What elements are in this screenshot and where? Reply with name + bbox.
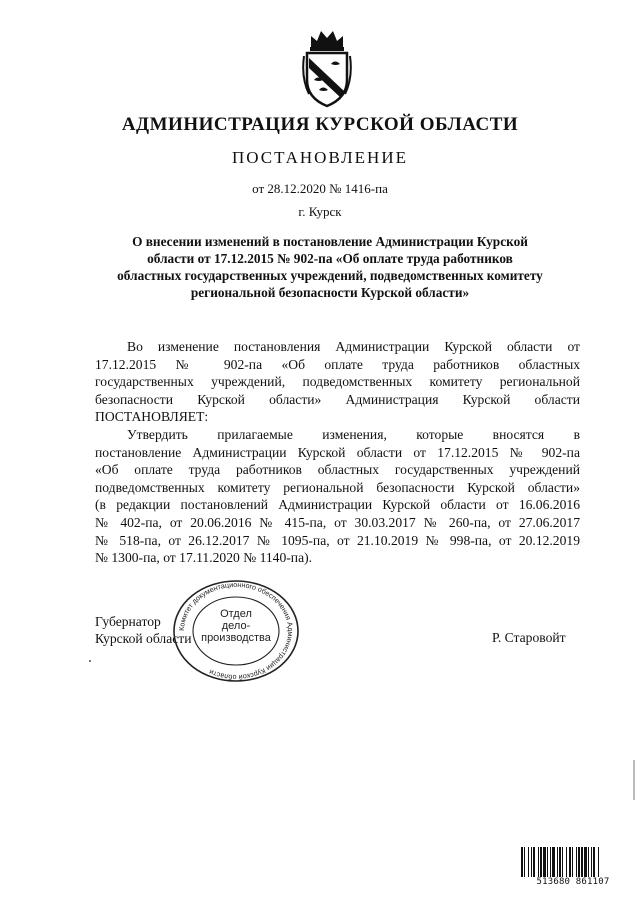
body-line: подведомственных комитету региональной безопасности Курской области» <box>95 479 580 495</box>
barcode-bar <box>538 847 539 879</box>
barcode-bar <box>559 847 561 879</box>
body-line: Утвердить прилагаемые изменения, которые вносятся в <box>127 426 580 442</box>
barcode-bar <box>572 847 573 879</box>
barcode-bar <box>552 847 555 879</box>
barcode-bar <box>591 847 592 879</box>
barcode-bar <box>578 847 580 879</box>
scan-speck <box>89 660 91 662</box>
barcode-bar <box>593 847 595 879</box>
barcode-number: 513680 861107 <box>519 877 627 887</box>
body-line: № 518-па, от 26.12.2017 № 1095-па, от 21.10.2019 № 998-па, от 20.12.2019 <box>95 532 580 548</box>
stamp-center-line: Отдел <box>220 608 252 620</box>
stamp-center-line: производства <box>201 632 271 644</box>
document-body <box>95 338 580 567</box>
barcode-bar <box>547 847 548 879</box>
body-line: Во изменение постановления Администрации Курской области от <box>127 339 580 354</box>
signer-title-line: Курской области <box>95 631 192 646</box>
barcode-bar <box>533 847 535 879</box>
barcode-bar <box>528 847 529 879</box>
barcode-bar <box>531 847 532 879</box>
barcode-bar <box>569 847 571 879</box>
coat-of-arms-icon <box>300 28 354 108</box>
barcode-bar <box>521 847 523 879</box>
administration-title: АДМИНИСТРАЦИЯ КУРСКОЙ ОБЛАСТИ <box>121 114 519 135</box>
barcode-bar <box>524 847 525 879</box>
body-line: № 1300-па, от 17.11.2020 № 1140-па). <box>95 550 313 566</box>
subject-line: области от 17.12.2015 № 902-па «Об оплате труда работников <box>147 251 513 266</box>
barcode-bar <box>543 847 546 879</box>
barcode-bar <box>576 847 577 879</box>
document-date-number: от 28.12.2020 № 1416-па <box>252 181 388 196</box>
signer-name: Р. Старовойт <box>492 630 566 645</box>
document-type: ПОСТАНОВЛЕНИЕ <box>231 148 408 167</box>
subject-line: областных государственных учреждений, подведомственных комитету <box>117 268 543 283</box>
barcode-bar <box>562 847 563 879</box>
barcode-bar <box>584 847 587 879</box>
barcode-bar <box>566 847 567 879</box>
barcode-bar <box>581 847 583 879</box>
body-line: безопасности Курской области» Администрация Курской области <box>95 391 580 407</box>
barcode-bar <box>588 847 589 879</box>
body-line: (в редакции постановлений Администрации Курской области от 16.06.2016 <box>95 497 580 513</box>
barcode-bar <box>550 847 551 879</box>
barcode-bar <box>557 847 558 879</box>
stamp-center-line: дело- <box>221 620 251 632</box>
subject-line: региональной безопасности Курской области» <box>190 285 470 300</box>
body-line: постановление Администрации Курской области от 17.12.2015 № 902-па <box>95 444 580 460</box>
stamp-ring-text: Комитет документационного обеспечения Администрации Курской области <box>176 579 296 683</box>
body-line: «Об оплате труда работников областных государственных учреждений <box>95 462 580 478</box>
document-city: г. Курск <box>298 204 342 219</box>
barcode-bar <box>540 847 542 879</box>
body-line: № 402-па, от 20.06.2016 № 415-па, от 30.03.2017 № 260-па, от 27.06.2017 <box>95 514 580 530</box>
signer-title-line: Губернатор <box>95 614 161 629</box>
subject-line: О внесении изменений в постановление Администрации Курской <box>132 234 528 249</box>
document-subject <box>85 233 575 301</box>
body-line: ПОСТАНОВЛЯЕТ: <box>95 409 209 425</box>
scan-edge-mark <box>633 760 635 800</box>
stamp-center-text <box>200 608 272 644</box>
body-line: государственных учреждений, подведомственных комитету региональной <box>95 374 580 390</box>
barcode-bar <box>598 847 599 879</box>
body-line: 17.12.2015 № 902-па «Об оплате труда работников областных <box>95 356 580 372</box>
